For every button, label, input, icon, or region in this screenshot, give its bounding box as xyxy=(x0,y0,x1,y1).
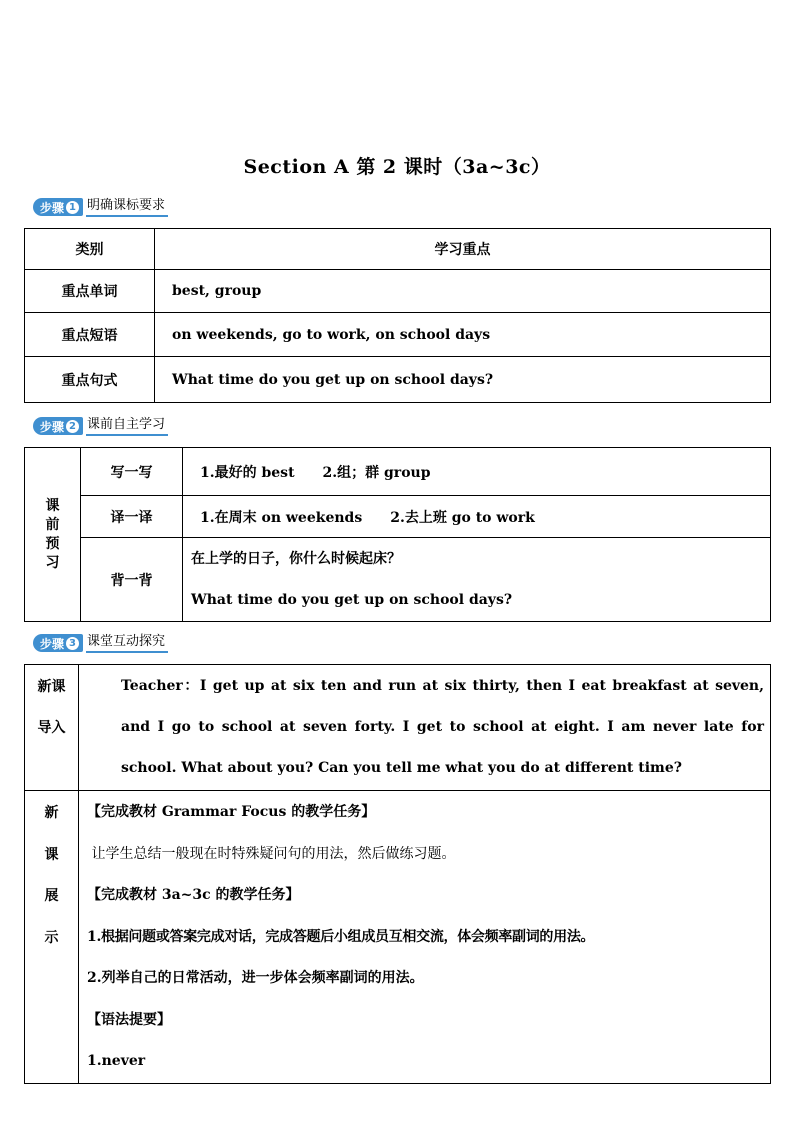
row-label: 重点短语 xyxy=(25,313,155,357)
row-value: 1.在周末 on weekends 2.去上班 go to work xyxy=(183,496,771,538)
preview-table xyxy=(24,447,771,622)
step-title: 课堂互动探究 xyxy=(86,634,168,653)
show-label-char: 课 xyxy=(44,846,59,863)
row-label: 译一译 xyxy=(81,496,183,538)
row-label: 写一写 xyxy=(81,448,183,496)
show-label-char: 示 xyxy=(44,929,59,946)
step-badge xyxy=(33,417,83,435)
step-number: 2 xyxy=(66,420,79,433)
intro-label-line: 导入 xyxy=(37,720,66,736)
recite-chinese: 在上学的日子，你什么时候起床？ xyxy=(191,550,401,567)
header-category: 类别 xyxy=(25,229,155,270)
show-label-char: 展 xyxy=(44,888,59,904)
task-text: 2.列举自己的日常活动，进一步体会频率副词的用法。 xyxy=(87,970,424,986)
intro-text: Teacher：I get up at six ten and run at six thirty, then I eat breakfast at seven, and I go to school at seven forty. I get to school at eight. I am never late for school. What about you? Can you tell me what you do at different time? xyxy=(121,678,764,776)
step-label: 步骤 xyxy=(40,200,65,215)
show-label-cell xyxy=(25,791,79,1084)
show-cell xyxy=(79,791,771,1084)
key-points-table xyxy=(24,228,771,403)
intro-cell xyxy=(79,665,771,791)
row-value: 1.最好的 best 2.组；群 group xyxy=(183,448,771,496)
step-title: 明确课标要求 xyxy=(86,198,168,217)
step-2-header xyxy=(33,417,168,435)
task-text: 让学生总结一般现在时特殊疑问句的用法，然后做练习题。 xyxy=(87,845,456,862)
intro-label-cell xyxy=(25,665,79,791)
step-badge xyxy=(33,198,83,216)
row-value: What time do you get up on school days? xyxy=(155,357,771,403)
step-label: 步骤 xyxy=(40,419,65,434)
task-heading: 【完成教材 Grammar Focus 的教学任务】 xyxy=(87,804,376,820)
row-value: best, group xyxy=(155,270,771,313)
row-label: 背一背 xyxy=(81,538,183,622)
header-focus: 学习重点 xyxy=(155,229,771,270)
row-label: 重点单词 xyxy=(25,270,155,313)
vertical-label: 课前预习 xyxy=(45,497,60,571)
recite-english: What time do you get up on school days? xyxy=(191,591,513,608)
step-title: 课前自主学习 xyxy=(86,417,168,436)
grammar-heading: 【语法提要】 xyxy=(87,1011,171,1028)
step-number: 1 xyxy=(66,201,79,214)
row-value: on weekends, go to work, on school days xyxy=(155,313,771,357)
step-label: 步骤 xyxy=(40,636,65,651)
row-label: 重点句式 xyxy=(25,357,155,403)
step-1-header xyxy=(33,198,168,216)
preview-section-label xyxy=(25,448,81,622)
step-3-header xyxy=(33,634,168,652)
recite-cell xyxy=(183,538,771,622)
classroom-table xyxy=(24,664,771,1084)
intro-label-line: 新课 xyxy=(37,679,66,695)
show-label-char: 新 xyxy=(44,805,59,821)
grammar-item: 1.never xyxy=(87,1053,146,1069)
task-heading: 【完成教材 3a~3c 的教学任务】 xyxy=(87,887,300,903)
task-text: 1.根据问题或答案完成对话，完成答题后小组成员互相交流，体会频率副词的用法。 xyxy=(87,928,595,945)
step-number: 3 xyxy=(66,637,79,650)
page-title: Section A 第 2 课时（3a~3c） xyxy=(243,156,551,178)
step-badge xyxy=(33,634,83,652)
